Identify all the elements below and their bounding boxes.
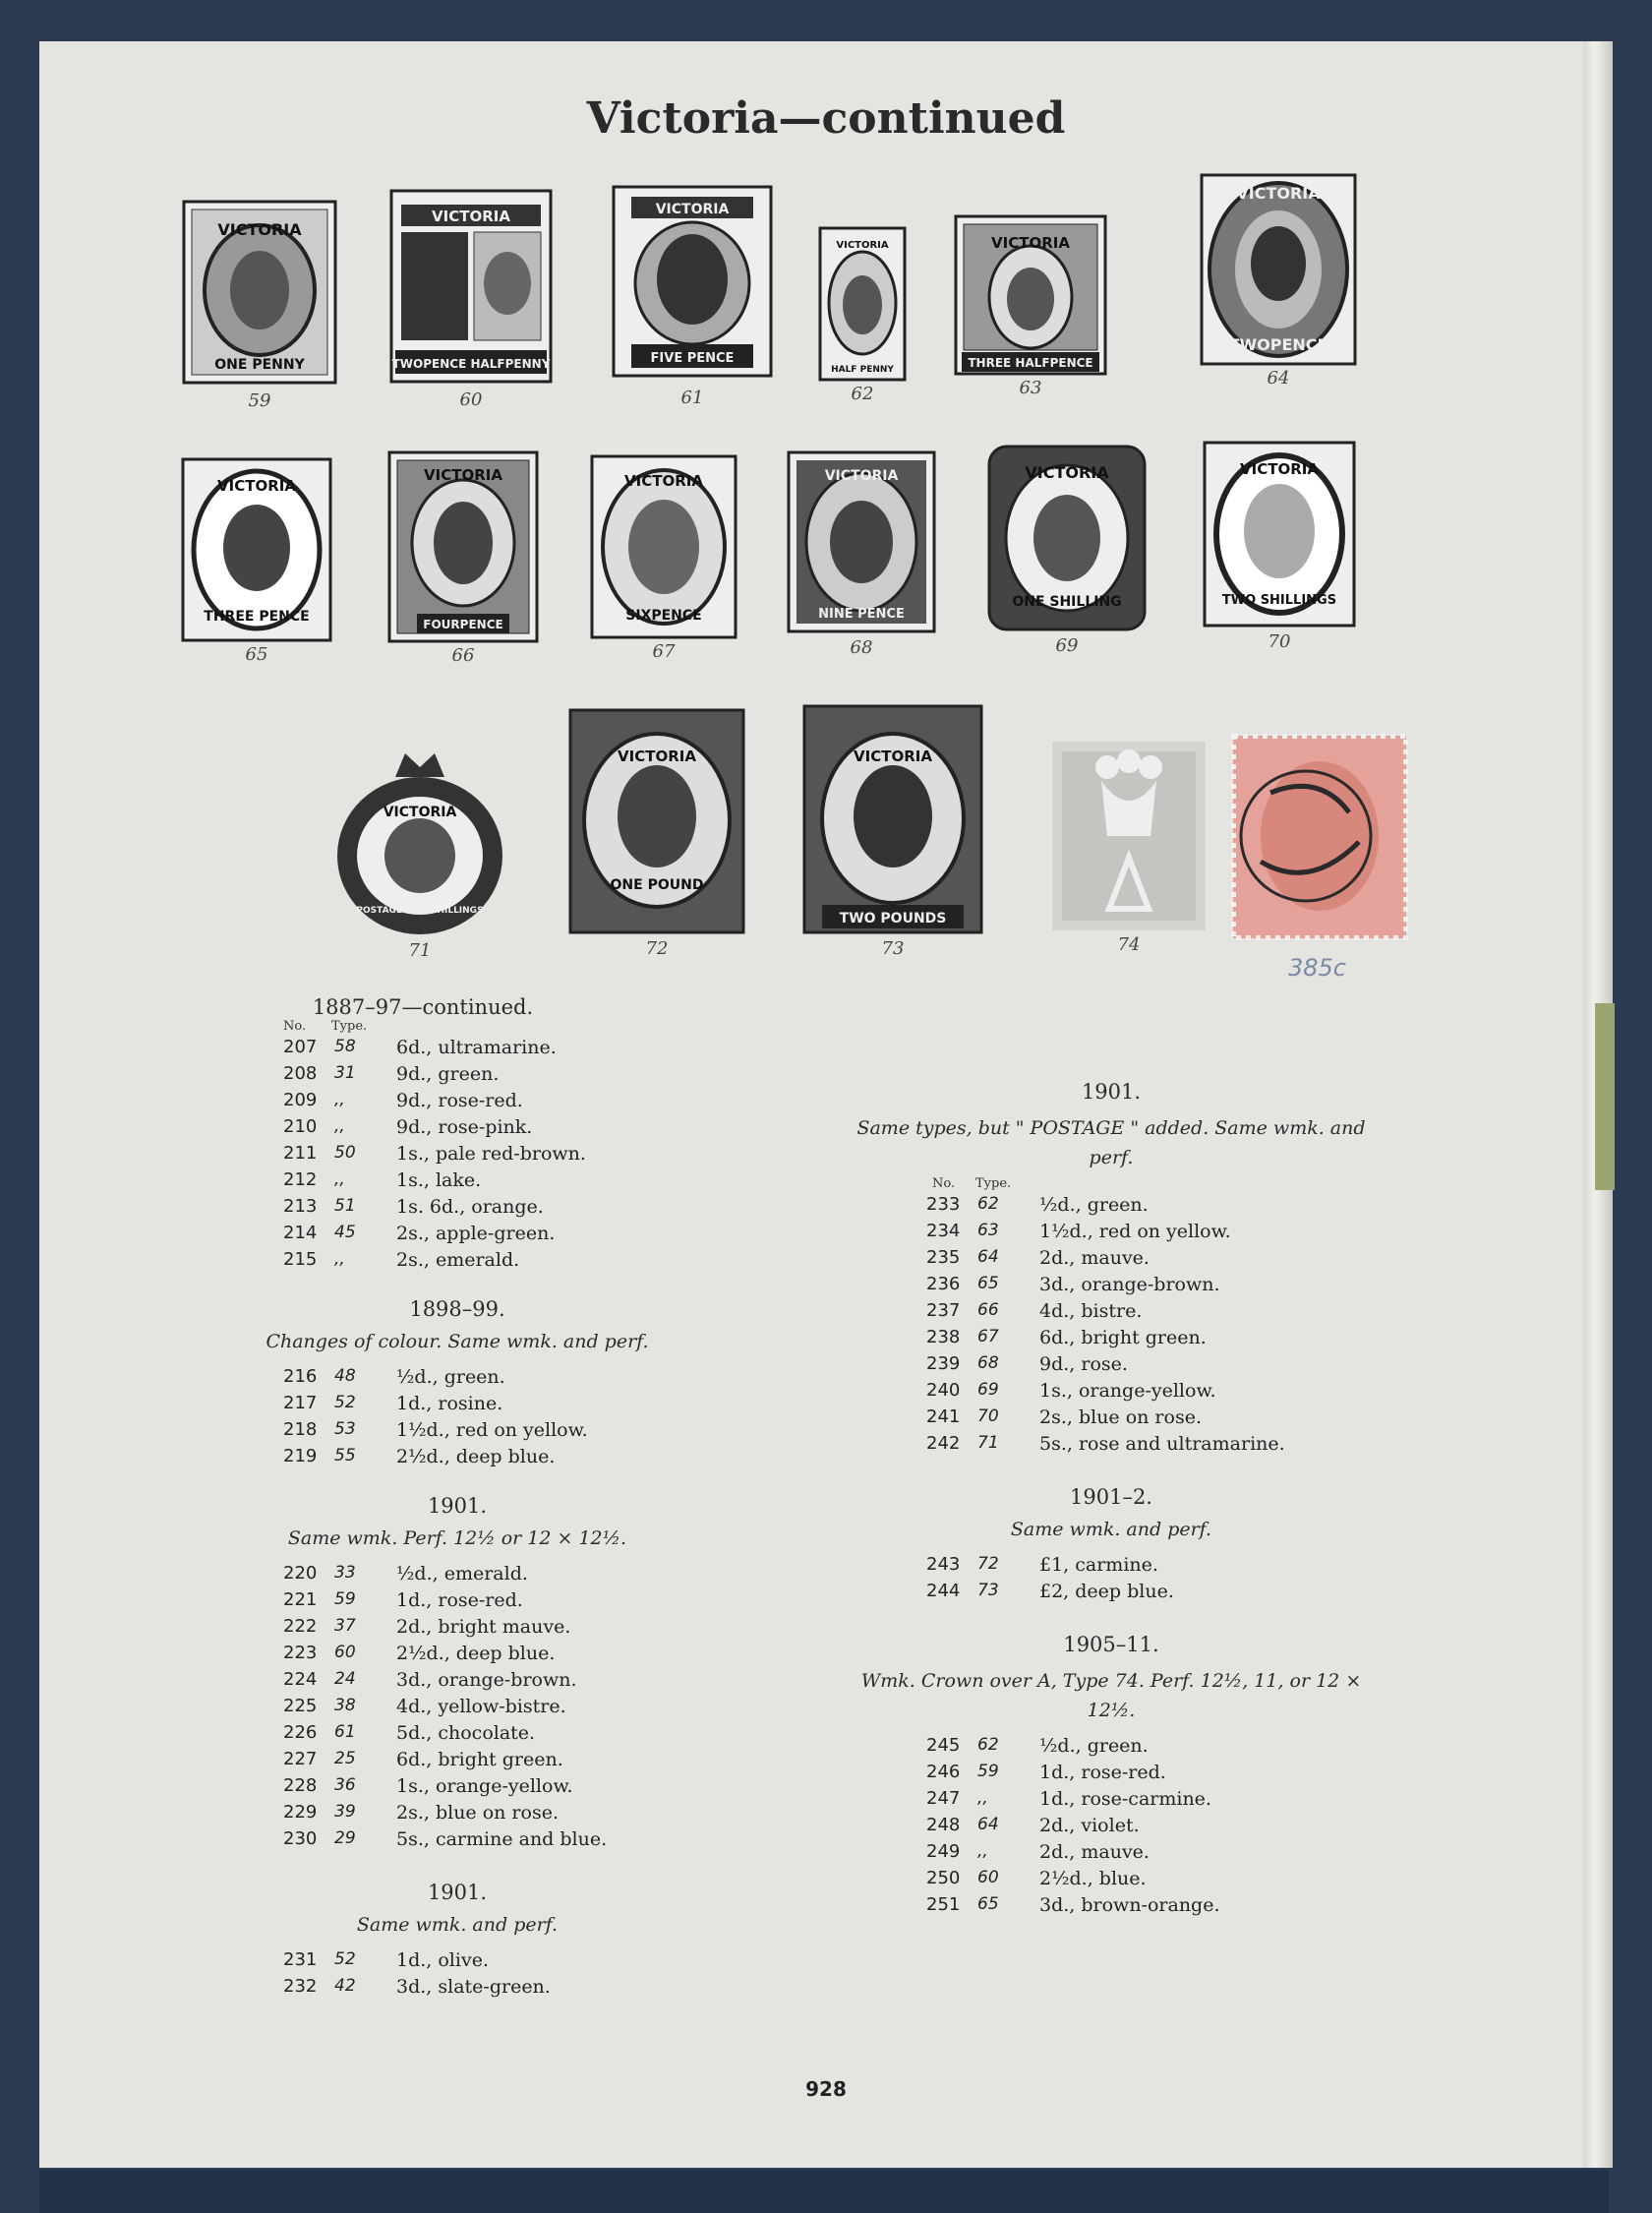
- stamp-country: VICTORIA: [432, 208, 510, 225]
- stamp-value: POSTAGE FIVE SHILLINGS: [356, 906, 484, 916]
- list-item: 247 ,, 1d., rose-carmine.: [926, 1788, 1211, 1810]
- list-item: 234 63 1½d., red on yellow.: [926, 1221, 1231, 1242]
- bottom-edge: [39, 2170, 1609, 2213]
- stamp-number: 65: [245, 644, 268, 665]
- stamp-country: VICTORIA: [991, 234, 1070, 252]
- section-heading: 1901.: [427, 1494, 488, 1518]
- section-caption: Same types, but " POSTAGE " added. Same wmk. and perf.: [856, 1117, 1366, 1168]
- list-item: 237 66 4d., bistre.: [926, 1300, 1143, 1322]
- stamp-number: 74: [1117, 934, 1141, 955]
- section-caption: Same wmk. and perf.: [1010, 1519, 1212, 1540]
- list-item: 243 72 £1, carmine.: [926, 1554, 1158, 1576]
- list-item: 229 39 2s., blue on rose.: [283, 1802, 559, 1824]
- stamp-number: 72: [645, 938, 669, 959]
- stamp-value: TWOPENCE HALFPENNY: [391, 357, 551, 371]
- stamp-country: VICTORIA: [217, 220, 302, 239]
- section-heading: 1901–2.: [1070, 1485, 1152, 1509]
- list-item: 231 52 1d., olive.: [283, 1949, 489, 1971]
- section-heading: 1901.: [427, 1881, 488, 1904]
- stamp-country: VICTORIA: [1025, 463, 1109, 482]
- list-item: 236 65 3d., orange-brown.: [926, 1274, 1220, 1295]
- section-caption: Same wmk. Perf. 12½ or 12 × 12½.: [287, 1527, 627, 1549]
- stamp-country: VICTORIA: [217, 477, 296, 495]
- col-no: No.: [283, 1019, 307, 1034]
- stamp-value: SIXPENCE: [625, 608, 702, 624]
- stamp-type-67: [590, 454, 738, 662]
- column-headers: [251, 1019, 683, 1037]
- list-item: 245 62 ½d., green.: [926, 1735, 1149, 1757]
- stamp-country: VICTORIA: [824, 468, 899, 484]
- stamp-type-72: [568, 708, 745, 959]
- stamp-number: 69: [1055, 635, 1079, 656]
- stamp-country: VICTORIA: [424, 466, 502, 484]
- list-item: 213 51 1s. 6d., orange.: [283, 1196, 544, 1218]
- stamp-number: 60: [459, 389, 483, 410]
- list-item: 214 45 2s., apple-green.: [283, 1223, 556, 1244]
- section-heading: 1898–99.: [409, 1297, 505, 1321]
- page-title: Victoria—continued: [586, 93, 1066, 144]
- stamp-value: HALF PENNY: [831, 365, 894, 375]
- list-item: 225 38 4d., yellow-bistre.: [283, 1696, 566, 1717]
- stamp-type-70: [1203, 441, 1356, 652]
- stamp-number: 71: [408, 940, 432, 961]
- list-item: 215 ,, 2s., emerald.: [283, 1249, 520, 1271]
- pencil-annotation: 385c: [1288, 954, 1347, 982]
- stamp-number: 61: [680, 388, 704, 408]
- stamp-type-74-watermark: [1052, 742, 1206, 955]
- list-item: 224 24 3d., orange-brown.: [283, 1669, 577, 1691]
- list-item: 218 53 1½d., red on yellow.: [283, 1419, 588, 1441]
- stamp-type-68: [787, 450, 936, 658]
- list-item: 207 58 6d., ultramarine.: [283, 1037, 557, 1058]
- list-item: 246 59 1d., rose-red.: [926, 1762, 1166, 1783]
- stamp-country: VICTORIA: [1240, 460, 1319, 478]
- stamp-number: 68: [850, 637, 873, 658]
- list-item: 227 25 6d., bright green.: [283, 1749, 563, 1770]
- col-type: Type.: [331, 1019, 368, 1034]
- stamp-number: 63: [1019, 378, 1042, 398]
- list-item: 216 48 ½d., green.: [283, 1366, 505, 1388]
- list-item: 251 65 3d., brown-orange.: [926, 1894, 1220, 1916]
- list-item: 220 33 ½d., emerald.: [283, 1563, 528, 1585]
- list-item: 217 52 1d., rosine.: [283, 1393, 503, 1414]
- stamp-country: VICTORIA: [655, 202, 730, 217]
- list-item: 239 68 9d., rose.: [926, 1353, 1128, 1375]
- stamp-type-61: [612, 185, 773, 408]
- list-item: 228 36 1s., orange-yellow.: [283, 1775, 573, 1797]
- stamp-value: THREE PENCE: [204, 609, 310, 625]
- page-edge-strip: [1595, 1003, 1615, 1190]
- stamp-value: ONE POUND: [610, 877, 704, 893]
- stamp-number: 70: [1268, 631, 1291, 652]
- list-item: 230 29 5s., carmine and blue.: [283, 1828, 608, 1850]
- col-type: Type.: [975, 1176, 1012, 1191]
- stamp-value: TWOPENCE: [1228, 335, 1328, 354]
- stamp-number: 73: [881, 938, 905, 959]
- list-item: 208 31 9d., green.: [283, 1063, 500, 1085]
- section-heading: 1905–11.: [1063, 1633, 1159, 1656]
- stamp-type-60: [389, 189, 553, 410]
- stamp-country: VICTORIA: [618, 748, 696, 765]
- list-item: 235 64 2d., mauve.: [926, 1247, 1150, 1269]
- list-item: 210 ,, 9d., rose-pink.: [283, 1116, 533, 1138]
- stamp-country: VICTORIA: [854, 748, 932, 765]
- list-item: 250 60 2½d., blue.: [926, 1868, 1147, 1889]
- section-caption: Same wmk. and perf.: [356, 1914, 559, 1936]
- stamp-number: 64: [1267, 368, 1290, 389]
- stamp-type-63: [954, 214, 1107, 398]
- stamp-number: 62: [851, 384, 874, 404]
- stamp-country: VICTORIA: [1236, 184, 1321, 203]
- stamp-number: 66: [451, 645, 475, 666]
- list-item: 232 42 3d., slate-green.: [283, 1976, 551, 1998]
- list-item: 209 ,, 9d., rose-red.: [283, 1090, 523, 1111]
- stamp-value: TWO SHILLINGS: [1221, 593, 1337, 608]
- stamp-value: TWO POUNDS: [839, 911, 947, 927]
- stamp-country: VICTORIA: [836, 240, 889, 251]
- stamp-type-66: [387, 450, 539, 666]
- stamp-value: THREE HALFPENCE: [968, 356, 1093, 370]
- section-heading: 1901.: [1081, 1080, 1142, 1104]
- stamp-number: 59: [248, 390, 271, 411]
- stamp-value: FIVE PENCE: [650, 351, 735, 366]
- list-item: 242 71 5s., rose and ultramarine.: [926, 1433, 1285, 1455]
- list-item: 221 59 1d., rose-red.: [283, 1589, 523, 1611]
- stamp-value: NINE PENCE: [818, 607, 905, 622]
- list-item: 233 62 ½d., green.: [926, 1194, 1149, 1216]
- list-item: 223 60 2½d., deep blue.: [283, 1643, 556, 1664]
- stamp-type-69: [987, 445, 1147, 656]
- list-item: 211 50 1s., pale red-brown.: [283, 1143, 586, 1165]
- left-column: [251, 995, 683, 2003]
- stamp-value: FOURPENCE: [423, 618, 503, 631]
- section-caption: Changes of colour. Same wmk. and perf.: [266, 1331, 649, 1352]
- list-item: 249 ,, 2d., mauve.: [926, 1841, 1150, 1863]
- stamp-number: 67: [652, 641, 676, 662]
- list-item: 238 67 6d., bright green.: [926, 1327, 1207, 1348]
- col-no: No.: [932, 1176, 956, 1191]
- stamp-type-59: [182, 200, 337, 411]
- list-item: 219 55 2½d., deep blue.: [283, 1446, 556, 1467]
- list-item: 241 70 2s., blue on rose.: [926, 1406, 1202, 1428]
- section-caption: Wmk. Crown over A, Type 74. Perf. 12½, 11, or 12 × 12½.: [860, 1670, 1362, 1721]
- real-stamp-rose: [1231, 734, 1408, 940]
- stamp-type-62: [818, 226, 907, 404]
- column-headers: [856, 1176, 1367, 1194]
- stamp-country: VICTORIA: [624, 472, 703, 490]
- stamp-type-65: [181, 457, 332, 665]
- list-item: 240 69 1s., orange-yellow.: [926, 1380, 1216, 1402]
- section-heading: 1887–97—continued.: [312, 995, 534, 1019]
- stamp-value: ONE SHILLING: [1012, 594, 1122, 610]
- stamp-country: VICTORIA: [383, 805, 457, 820]
- list-item: 222 37 2d., bright mauve.: [283, 1616, 571, 1638]
- stamp-type-71: [334, 748, 505, 961]
- stamp-value: ONE PENNY: [214, 357, 305, 373]
- right-column: [856, 1080, 1367, 1921]
- stamp-type-73: [802, 704, 983, 959]
- list-item: 226 61 5d., chocolate.: [283, 1722, 536, 1744]
- list-item: 244 73 £2, deep blue.: [926, 1581, 1174, 1602]
- page-number: 928: [805, 2077, 847, 2101]
- list-item: 248 64 2d., violet.: [926, 1815, 1140, 1836]
- stamp-type-64: [1200, 173, 1357, 389]
- list-item: 212 ,, 1s., lake.: [283, 1169, 482, 1191]
